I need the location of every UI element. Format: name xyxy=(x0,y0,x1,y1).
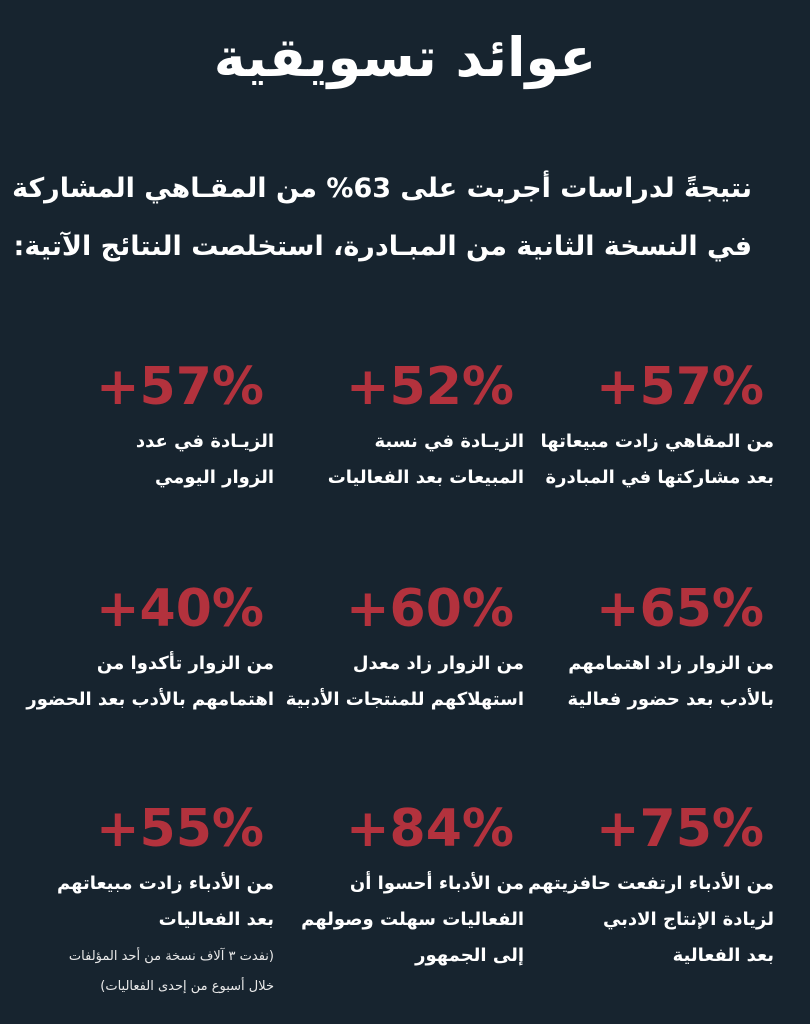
stat-desc-line: بعد الفعاليات xyxy=(158,909,274,930)
stat-desc-line: من المقاهي زادت مبيعاتها xyxy=(540,431,774,452)
stat-desc-line: إلى الجمهور xyxy=(415,945,524,966)
stat-desc-line: من الأدباء زادت مبيعاتهم xyxy=(56,873,274,894)
stat-desc-line: من الأدباء أحسوا أن xyxy=(349,873,524,894)
stat-desc-line: بعد الفعالية xyxy=(672,945,774,966)
stat-card xyxy=(280,352,530,574)
stat-value: +57% xyxy=(595,357,764,417)
stat-desc-line: من الأدباء ارتفعت حافزيتهم xyxy=(528,873,774,894)
stats-grid xyxy=(26,352,780,1014)
stat-value: +65% xyxy=(595,579,764,639)
stat-description xyxy=(530,424,774,496)
stat-desc-line: الزيـادة في نسبة xyxy=(374,431,524,452)
stat-description xyxy=(280,424,524,496)
stat-value: +40% xyxy=(95,579,264,639)
stat-note-line: خلال أسبوع من إحدى الفعاليات) xyxy=(100,979,274,994)
intro-paragraph xyxy=(12,160,752,276)
stat-card xyxy=(530,574,780,794)
stat-value: +84% xyxy=(345,799,514,859)
intro-line: في النسخة الثانية من المبـادرة، استخلصت النتائج الآتية: xyxy=(13,231,752,262)
stat-description xyxy=(30,424,274,496)
stat-desc-line: اهتمامهم بالأدب بعد الحضور xyxy=(26,689,274,710)
stat-desc-line: بعد مشاركتها في المبادرة xyxy=(545,467,774,488)
stat-description xyxy=(26,646,274,718)
stat-value: +60% xyxy=(345,579,514,639)
stat-footnote xyxy=(30,942,274,1002)
stat-desc-line: من الزوار زاد معدل xyxy=(352,653,524,674)
stat-card xyxy=(26,574,280,794)
stat-desc-line: استهلاكهم للمنتجات الأدبية xyxy=(285,689,524,710)
stat-description xyxy=(530,866,774,974)
stat-description xyxy=(280,646,524,718)
stat-desc-line: الزيـادة في عدد xyxy=(135,431,274,452)
stat-note-line: (نفدت ٣ آلاف نسخة من أحد المؤلفات xyxy=(68,949,274,964)
stat-card xyxy=(30,352,280,574)
stat-description xyxy=(30,866,274,938)
stat-description xyxy=(530,646,774,718)
stat-desc-line: من الزوار تأكدوا من xyxy=(96,653,274,674)
stat-card xyxy=(30,794,280,1014)
intro-line: نتيجةً لدراسات أجريت على 63% من المقـاهي المشاركة xyxy=(12,173,752,204)
stat-desc-line: من الزوار زاد اهتمامهم xyxy=(568,653,774,674)
page-title: عوائد تسويقية xyxy=(213,26,597,89)
stat-value: +55% xyxy=(95,799,264,859)
stat-card xyxy=(530,794,780,1014)
stat-value: +57% xyxy=(95,357,264,417)
stat-value: +75% xyxy=(595,799,764,859)
stat-desc-line: الزوار اليومي xyxy=(154,467,274,488)
stat-desc-line: المبيعات بعد الفعاليات xyxy=(327,467,524,488)
stat-description xyxy=(280,866,524,974)
stat-card xyxy=(280,574,530,794)
stat-card xyxy=(280,794,530,1014)
stat-desc-line: بالأدب بعد حضور فعالية xyxy=(567,689,774,710)
stat-card xyxy=(530,352,780,574)
stat-desc-line: لزيادة الإنتاج الادبي xyxy=(602,909,774,930)
stat-desc-line: الفعاليات سهلت وصولهم xyxy=(301,909,524,930)
stat-value: +52% xyxy=(345,357,514,417)
